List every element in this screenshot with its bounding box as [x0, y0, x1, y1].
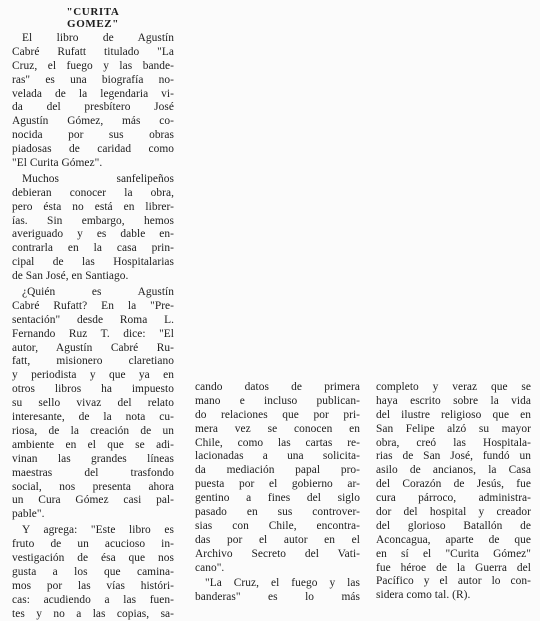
- article-column-3: [376, 381, 531, 603]
- text-line: de San José, en Santiago.: [12, 270, 129, 283]
- article-column-2: [195, 381, 360, 605]
- text-line: dor del hospital y creador: [376, 506, 531, 519]
- text-line: Chile, como las cartas re-: [195, 436, 360, 449]
- text-line: pero ésta no está en librer-: [12, 200, 174, 213]
- text-line: cas: acudiendo a las fuen-: [12, 593, 174, 606]
- title-line: "CURITA: [66, 6, 120, 18]
- text-line: asilo de ancianos, la Casa: [376, 464, 531, 477]
- paragraph: [12, 524, 174, 621]
- text-line: obra, creó las Hospitala-: [376, 436, 531, 449]
- text-line: Pacífico y el autor lo con-: [376, 575, 531, 588]
- text-line: nocida por sus obras: [12, 129, 174, 142]
- text-line: fatt, misionero claretiano: [12, 355, 174, 368]
- text-line: rias de San José, fundó un: [376, 450, 531, 463]
- text-line: cipal de las Hospitalarias: [12, 256, 174, 269]
- text-line: das por el autor en el: [195, 533, 360, 546]
- text-line: del glorioso Batallón de: [376, 519, 531, 532]
- text-line: Aconcagua, aparte de que: [376, 533, 531, 546]
- text-line: El libro de Agustín: [22, 32, 174, 44]
- text-line: San Felipe alzó su mayor: [376, 422, 531, 435]
- text-line: puesta por el gobierno ar-: [195, 478, 360, 491]
- text-line: ambiente en el que se adi-: [12, 438, 174, 451]
- text-line: mera vez se conocen en: [195, 422, 360, 435]
- text-line: mano e incluso publican-: [195, 394, 360, 407]
- title-line: GOMEZ": [67, 18, 119, 30]
- text-line: banderas" es lo más: [195, 591, 360, 604]
- text-line: cando datos de primera: [195, 381, 360, 393]
- text-line: cura párroco, administra-: [376, 492, 531, 505]
- text-line: Cruz, el fuego y las bande-: [12, 59, 174, 72]
- text-line: averiguado y es dable en-: [12, 228, 174, 241]
- text-line: pable".: [12, 508, 45, 521]
- text-line: tes y no a las copias, sa-: [12, 607, 174, 620]
- paragraph: [195, 577, 360, 605]
- text-line: haya escrito sobre la vida: [376, 394, 531, 407]
- text-line: en sí el "Curita Gómez": [376, 547, 531, 560]
- text-line: Muchos sanfelipeños: [22, 172, 174, 185]
- article-column-1: [12, 6, 174, 621]
- text-line: cano".: [195, 561, 225, 574]
- text-line: fruto de un acucioso in-: [12, 538, 174, 551]
- text-line: piadosas de caridad como: [12, 143, 174, 156]
- text-line: vestigación de ésa que nos: [12, 551, 174, 564]
- text-line: social, nos presenta ahora: [12, 480, 174, 493]
- paragraph: [195, 381, 360, 575]
- text-line: y periodista y que ya en: [12, 369, 174, 382]
- text-line: gentino a fines del siglo: [195, 492, 360, 505]
- text-line: sentación" desde Roma L.: [12, 313, 174, 326]
- text-line: Fernando Ruz T. dice: "El: [12, 327, 174, 340]
- text-line: contrarla en la casa prin-: [12, 242, 174, 255]
- text-line: del ilustre religioso que en: [376, 408, 531, 421]
- text-line: Agustín Gómez, más co-: [12, 115, 174, 128]
- text-line: vinan las grandes líneas: [12, 452, 174, 465]
- text-line: ¿Quién es Agustín: [22, 286, 174, 299]
- text-line: mos por las vías históri-: [12, 579, 174, 592]
- text-line: "El Curita Gómez".: [12, 157, 103, 170]
- text-line: debieran conocer la obra,: [12, 186, 174, 199]
- text-line: sias con Chile, encontra-: [195, 519, 360, 532]
- text-line: riosa, de la creación de un: [12, 424, 174, 437]
- text-line: da del presbítero José: [12, 101, 174, 114]
- article-title: [12, 6, 174, 30]
- text-line: do relaciones que por pri-: [195, 408, 360, 421]
- text-line: completo y veraz que se: [376, 381, 531, 393]
- text-line: da mediación papal pro-: [195, 464, 360, 477]
- text-line: interesante, de la nota cu-: [12, 411, 174, 424]
- text-line: sidera como tal. (R).: [376, 589, 471, 602]
- text-line: ras" es una biografía no-: [12, 73, 174, 86]
- text-line: un Cura Gómez casi pal-: [12, 494, 174, 507]
- text-line: Cabré Rufatt titulado "La: [12, 45, 174, 58]
- paragraph: [376, 381, 531, 603]
- text-line: fue héroe de la Guerra del: [376, 561, 531, 574]
- text-line: "La Cruz, el fuego y las: [205, 577, 360, 590]
- text-line: otros libros ha impuesto: [12, 383, 174, 396]
- paragraph: [12, 173, 174, 284]
- paragraph: [12, 286, 174, 522]
- text-line: maestras del trasfondo: [12, 466, 174, 479]
- text-line: Cabré Rufatt? En la "Pre-: [12, 299, 174, 312]
- text-line: lacionadas a una solicita-: [195, 450, 360, 463]
- text-line: autor, Agustín Cabré Ru-: [12, 341, 174, 354]
- text-line: velada de la legendaria vi-: [12, 87, 174, 100]
- paragraph: [12, 32, 174, 171]
- text-line: gusta a los que camina-: [12, 565, 174, 578]
- text-line: Y agrega: "Este libro es: [22, 524, 174, 537]
- text-line: ías. Sin embargo, hemos: [12, 214, 174, 227]
- text-line: Archivo Secreto del Vati-: [195, 547, 360, 560]
- text-line: del Corazón de Jesús, fue: [376, 478, 531, 491]
- text-line: pasado en sus controver-: [195, 506, 360, 519]
- text-line: su sello vivaz del relato: [12, 397, 174, 410]
